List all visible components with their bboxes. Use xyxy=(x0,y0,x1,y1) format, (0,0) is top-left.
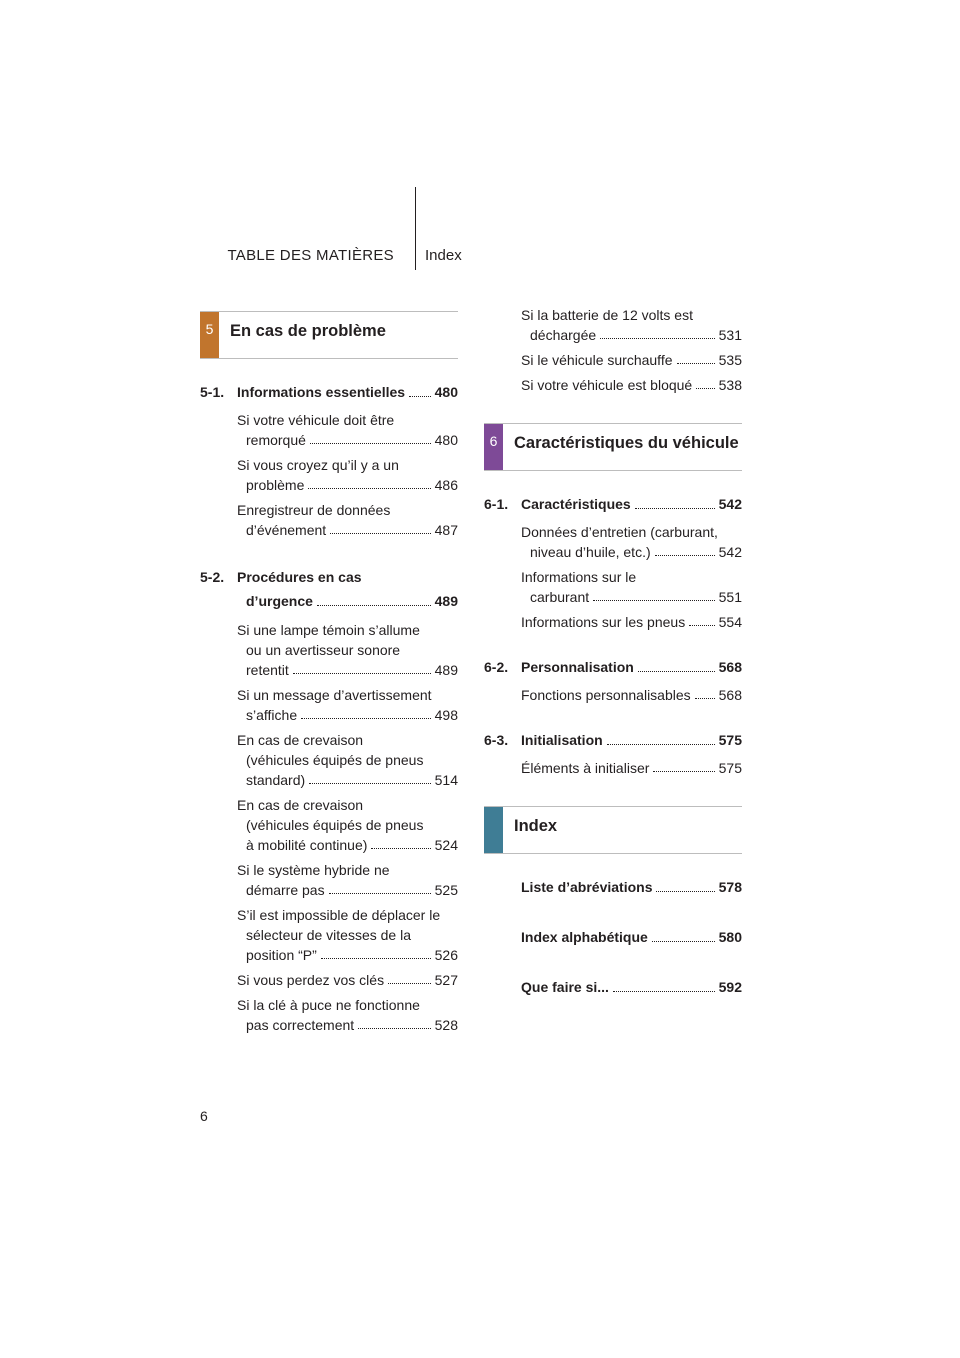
toc-item[interactable] xyxy=(237,410,458,450)
item-line: retentit xyxy=(246,662,289,678)
chapter-page: 542 xyxy=(718,496,742,512)
chapter-title: Informations essentielles xyxy=(237,384,406,400)
entry-page: 578 xyxy=(718,879,742,895)
toc-item[interactable] xyxy=(521,567,742,607)
toc-item[interactable] xyxy=(237,995,458,1035)
toc-item[interactable] xyxy=(521,685,742,705)
toc-item[interactable] xyxy=(237,795,458,855)
item-page: 525 xyxy=(434,882,458,898)
header-divider xyxy=(415,187,416,270)
toc-item[interactable] xyxy=(237,905,458,965)
toc-item[interactable] xyxy=(521,522,742,562)
item-line: pas correctement xyxy=(246,1017,355,1033)
chapter-number: 6-2. xyxy=(484,659,509,675)
item-page: 489 xyxy=(434,662,458,678)
item-page: 535 xyxy=(718,352,742,368)
entry-page: 592 xyxy=(718,979,742,995)
item-line: Si un message d’avertissement xyxy=(237,687,432,703)
item-line: (véhicules équipés de pneus xyxy=(246,817,424,833)
item-line: déchargée xyxy=(530,327,597,343)
toc-item[interactable] xyxy=(237,455,458,495)
item-page: 538 xyxy=(718,377,742,393)
item-line: Si le véhicule surchauffe xyxy=(521,352,673,368)
chapter-6-1[interactable] xyxy=(484,493,742,515)
item-line: Enregistreur de données xyxy=(237,502,391,518)
item-line: s’affiche xyxy=(246,707,298,723)
toc-item[interactable] xyxy=(237,620,458,680)
section-5-banner xyxy=(200,311,458,359)
item-line: Si la clé à puce ne fonctionne xyxy=(237,997,420,1013)
item-page: 542 xyxy=(718,544,742,560)
item-page: 487 xyxy=(434,522,458,538)
toc-item[interactable] xyxy=(237,730,458,790)
chapter-title: Procédures en cas xyxy=(237,569,362,585)
toc-item[interactable] xyxy=(521,612,742,632)
item-line: d’événement xyxy=(246,522,327,538)
right-column xyxy=(484,305,742,998)
item-line: Si vous perdez vos clés xyxy=(237,972,385,988)
left-column xyxy=(200,311,458,1035)
item-line: Données d’entretien (carburant, xyxy=(521,524,718,540)
chapter-title: Personnalisation xyxy=(521,659,634,675)
item-line: niveau d’huile, etc.) xyxy=(530,544,651,560)
item-page: 527 xyxy=(434,972,458,988)
item-page: 514 xyxy=(434,772,458,788)
item-line: Fonctions personnalisables xyxy=(521,687,691,703)
chapter-5-1[interactable] xyxy=(200,381,458,403)
chapter-5-2[interactable] xyxy=(200,566,458,612)
toc-item[interactable] xyxy=(521,350,742,370)
index-title: Index xyxy=(514,817,558,835)
item-line: carburant xyxy=(530,589,590,605)
toc-item[interactable] xyxy=(521,375,742,395)
chapter-page: 568 xyxy=(718,659,742,675)
chapter-page: 575 xyxy=(718,732,742,748)
index-color-tab xyxy=(484,807,503,853)
item-line: Éléments à initialiser xyxy=(521,760,650,776)
header-right: Index xyxy=(425,247,462,264)
index-entry[interactable] xyxy=(521,876,742,898)
chapter-page: 480 xyxy=(434,384,458,400)
item-page: 498 xyxy=(434,707,458,723)
entry-page: 580 xyxy=(718,929,742,945)
toc-item[interactable] xyxy=(237,685,458,725)
section-5-number: 5 xyxy=(200,312,219,358)
item-line: démarre pas xyxy=(246,882,325,898)
item-line: En cas de crevaison xyxy=(237,732,364,748)
section-5-title: En cas de problème xyxy=(230,322,386,340)
item-line: Informations sur le xyxy=(521,569,637,585)
item-page: 575 xyxy=(718,760,742,776)
item-page: 480 xyxy=(434,432,458,448)
index-entry[interactable] xyxy=(521,926,742,948)
section-6-number: 6 xyxy=(484,424,503,470)
chapter-number: 6-3. xyxy=(484,732,509,748)
chapter-6-3[interactable] xyxy=(484,729,742,751)
item-line: remorqué xyxy=(246,432,306,448)
header-left: TABLE DES MATIÈRES xyxy=(227,247,394,264)
section-6-banner xyxy=(484,423,742,471)
item-line: Si une lampe témoin s’allume xyxy=(237,622,420,638)
item-line: (véhicules équipés de pneus xyxy=(246,752,424,768)
item-line: Si le système hybride ne xyxy=(237,862,390,878)
section-6-title: Caractéristiques du véhicule xyxy=(514,434,739,452)
chapter-page: 489 xyxy=(434,593,458,609)
chapter-number: 5-1. xyxy=(200,384,225,400)
item-page: 568 xyxy=(718,687,742,703)
chapter-title: d’urgence xyxy=(246,593,313,609)
toc-item[interactable] xyxy=(237,970,458,990)
item-line: à mobilité continue) xyxy=(246,837,368,853)
item-line: Si votre véhicule doit être xyxy=(237,412,395,428)
item-line: S’il est impossible de déplacer le xyxy=(237,907,441,923)
page-number: 6 xyxy=(200,1108,208,1124)
item-line: Informations sur les pneus xyxy=(521,614,686,630)
item-page: 524 xyxy=(434,837,458,853)
toc-item[interactable] xyxy=(521,305,742,345)
item-line: problème xyxy=(246,477,305,493)
item-page: 551 xyxy=(718,589,742,605)
item-page: 528 xyxy=(434,1017,458,1033)
item-line: ou un avertisseur sonore xyxy=(246,642,401,658)
chapter-number: 5-2. xyxy=(200,569,225,585)
toc-item[interactable] xyxy=(521,758,742,778)
chapter-6-2[interactable] xyxy=(484,656,742,678)
item-line: sélecteur de vitesses de la xyxy=(246,927,411,943)
item-line: Si votre véhicule est bloqué xyxy=(521,377,693,393)
item-line: standard) xyxy=(246,772,306,788)
item-line: position “P” xyxy=(246,947,317,963)
index-entry[interactable] xyxy=(521,976,742,998)
toc-item[interactable] xyxy=(237,500,458,540)
item-page: 554 xyxy=(718,614,742,630)
item-page: 526 xyxy=(434,947,458,963)
item-line: Si la batterie de 12 volts est xyxy=(521,307,693,323)
toc-item[interactable] xyxy=(237,860,458,900)
entry-label: Que faire si... xyxy=(521,979,609,995)
item-line: Si vous croyez qu’il y a un xyxy=(237,457,399,473)
item-line: En cas de crevaison xyxy=(237,797,364,813)
item-page: 531 xyxy=(718,327,742,343)
chapter-title: Caractéristiques xyxy=(521,496,631,512)
chapter-title: Initialisation xyxy=(521,732,603,748)
chapter-number: 6-1. xyxy=(484,496,509,512)
item-page: 486 xyxy=(434,477,458,493)
entry-label: Liste d’abréviations xyxy=(521,879,653,895)
index-banner xyxy=(484,806,742,854)
entry-label: Index alphabétique xyxy=(521,929,648,945)
